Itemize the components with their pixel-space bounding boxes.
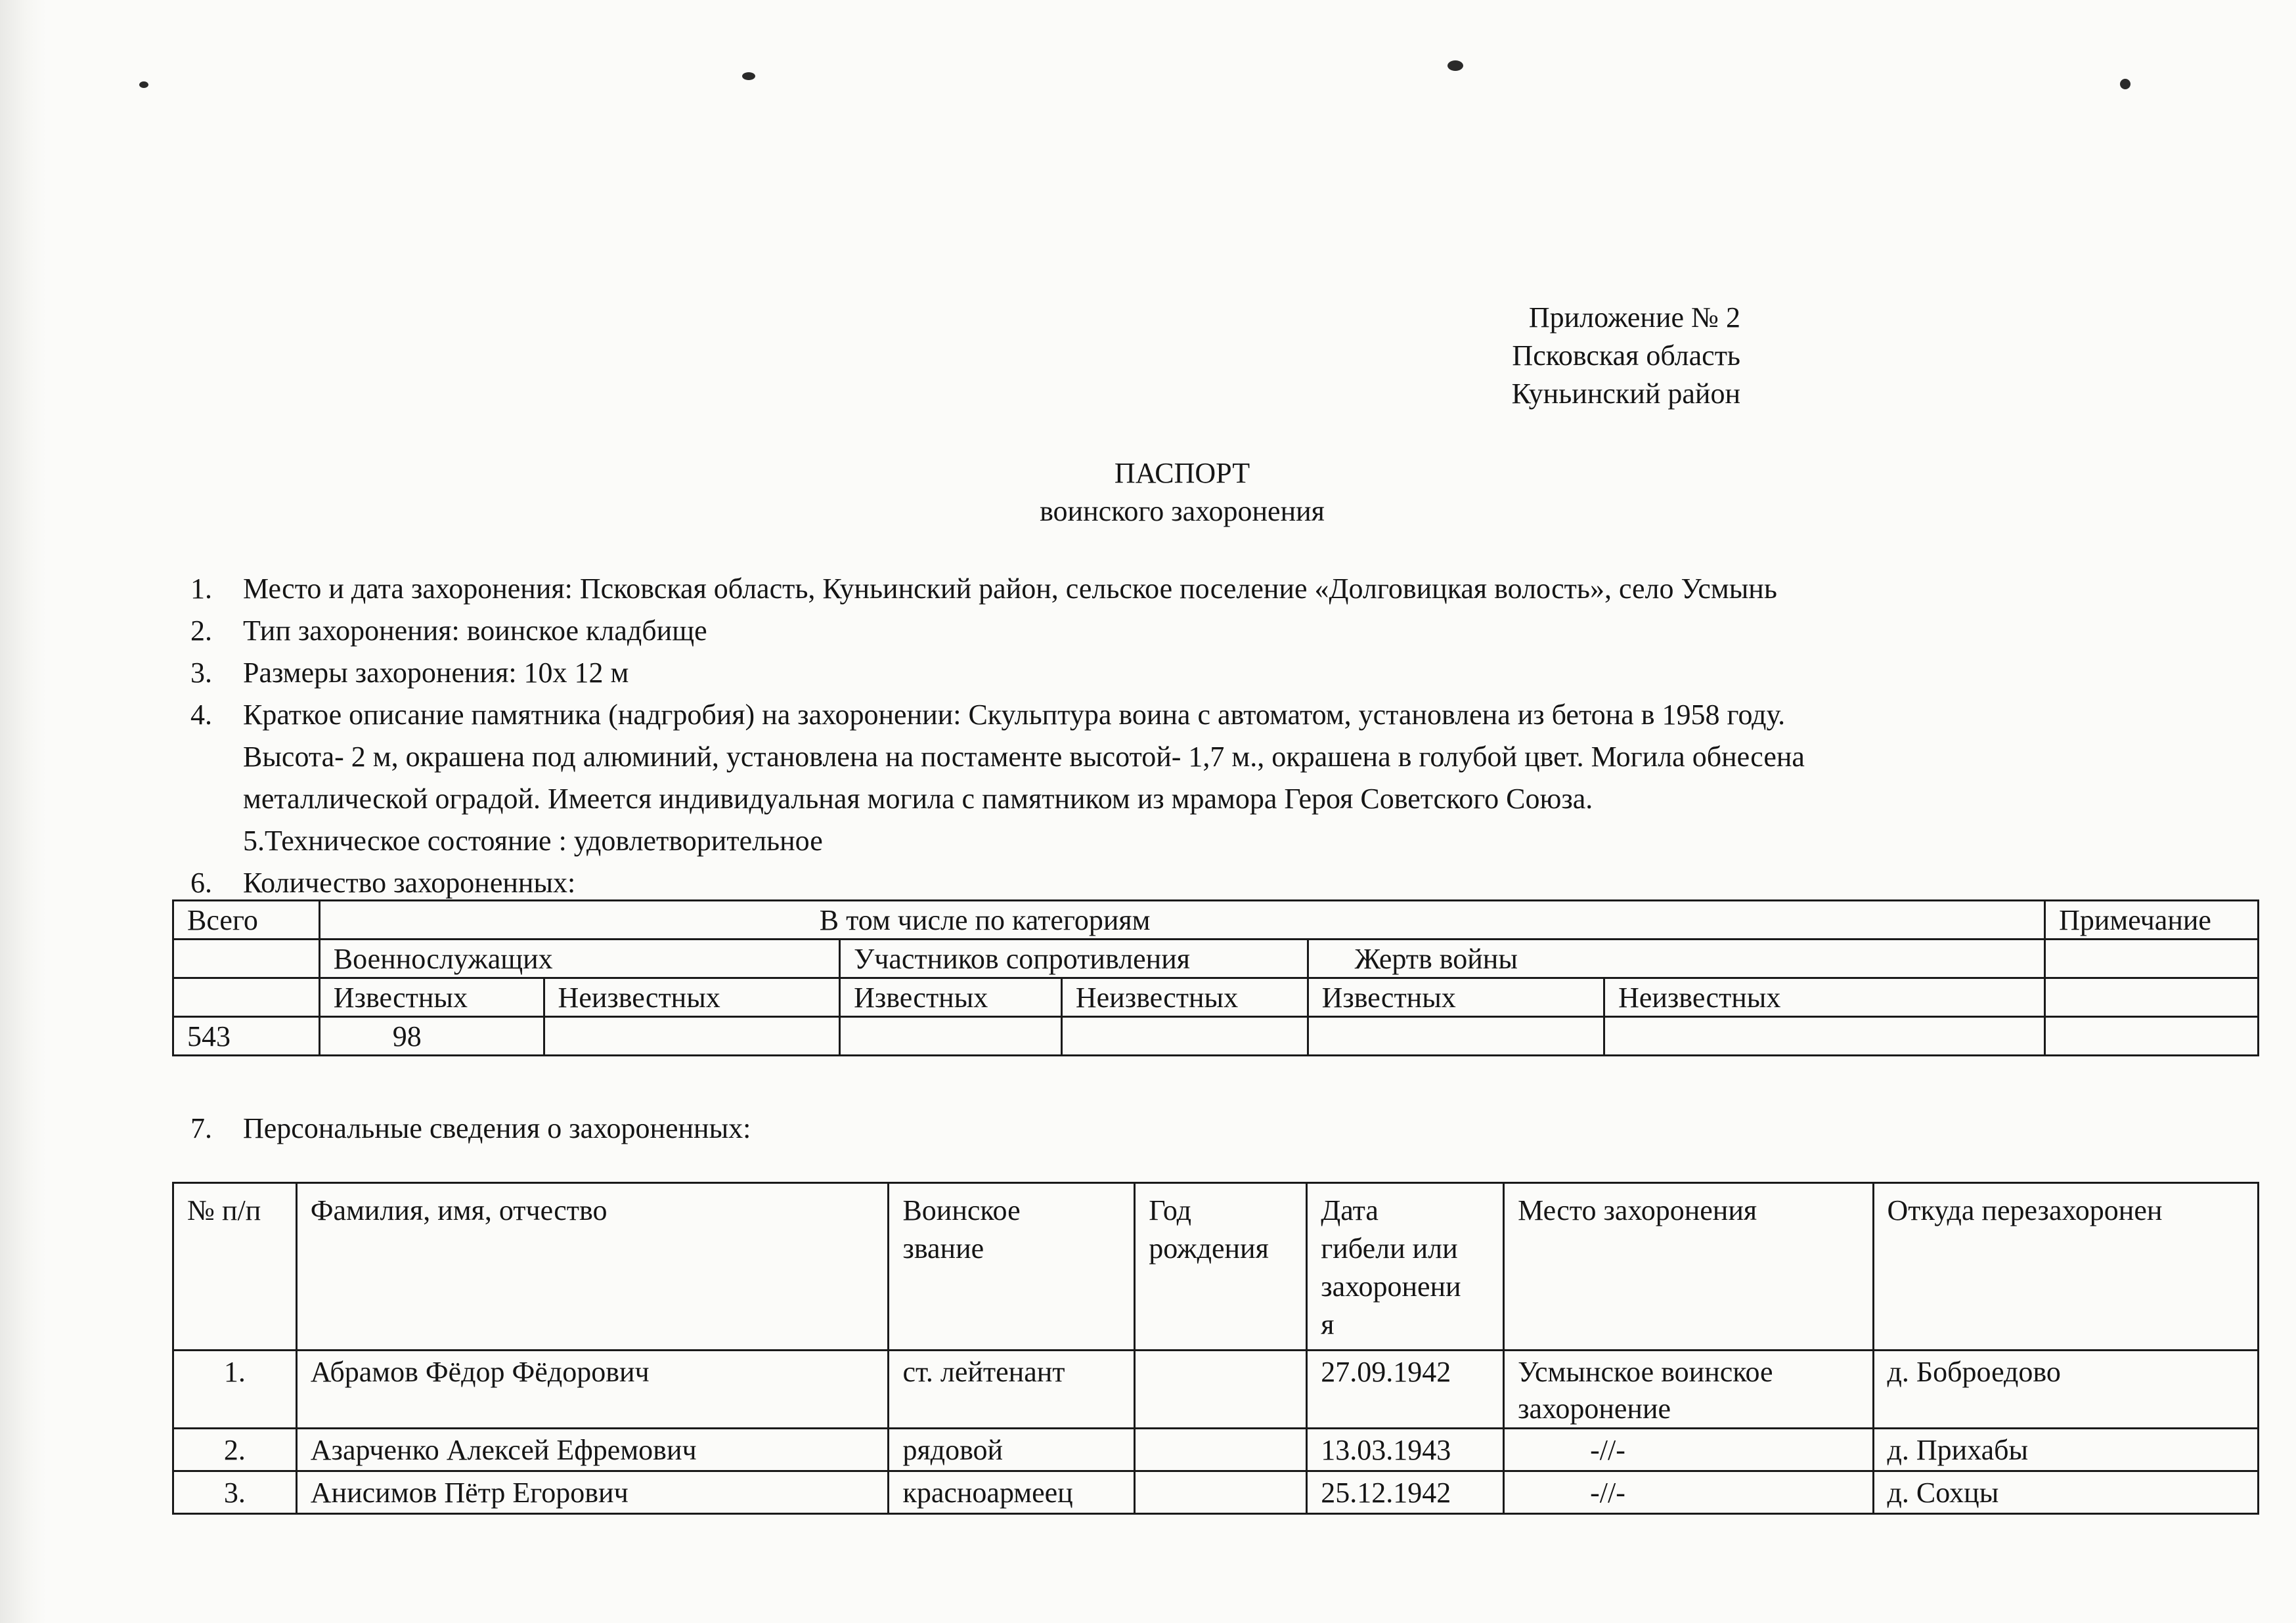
- table-row: [173, 1429, 2259, 1471]
- list-item-monument-description: [177, 694, 2082, 820]
- list-text: Количество захороненных:: [243, 867, 576, 899]
- table-cell: [2045, 940, 2259, 978]
- header-line: гибели или: [1321, 1232, 1458, 1265]
- header-military-known: Известных: [319, 978, 544, 1017]
- list-text: Размеры захоронения: 10х 12 м: [243, 657, 629, 689]
- header-num: № п/п: [173, 1183, 297, 1351]
- appendix-header: [1412, 299, 1740, 413]
- cell-place: -//-: [1504, 1429, 1873, 1471]
- header-line: я: [1321, 1309, 1335, 1341]
- table-row: [173, 1017, 2259, 1056]
- list-item-burial-type: [177, 610, 2082, 652]
- cell-num: 1.: [173, 1351, 297, 1429]
- header-resistance-unknown: Неизвестных: [1061, 978, 1308, 1017]
- header-rank: [889, 1183, 1135, 1351]
- cell-birth: [1135, 1429, 1307, 1471]
- cell-date: 13.03.1943: [1307, 1429, 1504, 1471]
- list-number: 7.: [190, 1112, 212, 1144]
- cell-rank: ст. лейтенант: [889, 1351, 1135, 1429]
- header-line: звание: [902, 1232, 984, 1265]
- list-number: 6.: [190, 867, 212, 899]
- scan-speck: [2120, 79, 2130, 89]
- list-text: Место и дата захоронения: Псковская область, Куньинский район, сельское поселение «Долговицкая волость», село Усмынь: [243, 573, 1777, 605]
- table-cell: [173, 940, 320, 978]
- table-cell: [840, 1017, 1062, 1056]
- cell-num: 3.: [173, 1471, 297, 1514]
- persons-table: [172, 1182, 2259, 1515]
- scan-speck: [139, 81, 148, 88]
- header-line: Год: [1149, 1194, 1191, 1226]
- header-line: Воинское: [902, 1194, 1021, 1226]
- table-cell: [2045, 978, 2259, 1017]
- table-cell: [2045, 1017, 2259, 1056]
- scan-shadow: [0, 0, 46, 1623]
- header-line: захоронени: [1321, 1270, 1461, 1303]
- header-note: Примечание: [2045, 901, 2259, 940]
- table-row: [173, 978, 2259, 1017]
- header-resistance: Участников сопротивления: [840, 940, 1308, 978]
- header-categories: В том числе по категориям: [319, 901, 2044, 940]
- header-birth-year: [1135, 1183, 1307, 1351]
- table-row: [173, 1471, 2259, 1514]
- cell-date: 25.12.1942: [1307, 1471, 1504, 1514]
- cell-place: -//-: [1504, 1471, 1873, 1514]
- appendix-number: Приложение № 2: [1528, 301, 1740, 334]
- list-item-burial-count: [177, 862, 2082, 904]
- header-death-date: [1307, 1183, 1504, 1351]
- title-sub: воинского захоронения: [1040, 495, 1325, 527]
- cell-name: Абрамов Фёдор Фёдорович: [296, 1351, 889, 1429]
- list-item-burial-place: [177, 568, 2082, 610]
- header-reburied-from: Откуда перезахоронен: [1873, 1183, 2258, 1351]
- header-victims: Жертв войны: [1308, 940, 2044, 978]
- cell-place: [1504, 1351, 1873, 1429]
- cell-line: захоронение: [1518, 1393, 1671, 1425]
- cell-name: Азарченко Алексей Ефремович: [296, 1429, 889, 1471]
- table-cell: [1308, 1017, 1604, 1056]
- header-military: Военнослужащих: [319, 940, 839, 978]
- list-number: 2.: [190, 615, 212, 647]
- list-number: 1.: [190, 573, 212, 605]
- value-military-known: 98: [319, 1017, 544, 1056]
- appendix-district: Куньинский район: [1511, 378, 1740, 410]
- table-header-row: [173, 1183, 2259, 1351]
- cell-rank: рядовой: [889, 1429, 1135, 1471]
- list-text-line: металлической оградой. Имеется индивидуальная могила с памятником из мрамора Героя Советского Союза.: [243, 783, 1593, 815]
- header-victims-known: Известных: [1308, 978, 1604, 1017]
- cell-birth: [1135, 1351, 1307, 1429]
- list-item-burial-size: [177, 652, 2082, 694]
- list-text-line: Краткое описание памятника (надгробия) на захоронении: Скульптура воина с автоматом, установлена из бетона в 1958 году.: [243, 699, 1786, 731]
- cell-line: Усмынское воинское: [1518, 1356, 1773, 1388]
- list-text: Тип захоронения: воинское кладбище: [243, 615, 707, 647]
- list-item-personal-info: [177, 1108, 751, 1150]
- table-cell: [1061, 1017, 1308, 1056]
- cell-date: 27.09.1942: [1307, 1351, 1504, 1429]
- list-text: 5.Техническое состояние : удовлетворительное: [243, 825, 823, 857]
- list-number: 3.: [190, 657, 212, 689]
- document-title: [788, 454, 1576, 530]
- list-text-line: Высота- 2 м, окрашена под алюминий, установлена на постаменте высотой- 1,7 м., окрашена в голубой цвет. Могила обнесена: [243, 741, 1805, 773]
- value-total: 543: [173, 1017, 320, 1056]
- table-row: [173, 940, 2259, 978]
- cell-from: д. Прихабы: [1873, 1429, 2258, 1471]
- header-resistance-known: Известных: [840, 978, 1062, 1017]
- cell-num: 2.: [173, 1429, 297, 1471]
- list-number: 4.: [190, 699, 212, 731]
- cell-birth: [1135, 1471, 1307, 1514]
- cell-from: д. Сохцы: [1873, 1471, 2258, 1514]
- title-main: ПАСПОРТ: [1114, 457, 1250, 489]
- appendix-region: Псковская область: [1512, 339, 1740, 372]
- header-burial-place: Место захоронения: [1504, 1183, 1873, 1351]
- list-text: Персональные сведения о захороненных:: [243, 1112, 751, 1144]
- table-cell: [1604, 1017, 2045, 1056]
- header-name: Фамилия, имя, отчество: [296, 1183, 889, 1351]
- header-line: рождения: [1149, 1232, 1269, 1265]
- cell-name: Анисимов Пётр Егорович: [296, 1471, 889, 1514]
- scan-speck: [1447, 60, 1463, 71]
- scan-speck: [742, 72, 755, 80]
- list-item-technical-state: [177, 820, 2082, 862]
- table-row: [173, 1351, 2259, 1429]
- table-cell: [544, 1017, 840, 1056]
- cell-rank: красноармеец: [889, 1471, 1135, 1514]
- header-line: Дата: [1321, 1194, 1379, 1226]
- table-row: [173, 901, 2259, 940]
- table-cell: [173, 978, 320, 1017]
- header-victims-unknown: Неизвестных: [1604, 978, 2045, 1017]
- cell-from: д. Боброедово: [1873, 1351, 2258, 1429]
- header-total: Всего: [173, 901, 320, 940]
- burial-count-table: [172, 899, 2259, 1056]
- header-military-unknown: Неизвестных: [544, 978, 840, 1017]
